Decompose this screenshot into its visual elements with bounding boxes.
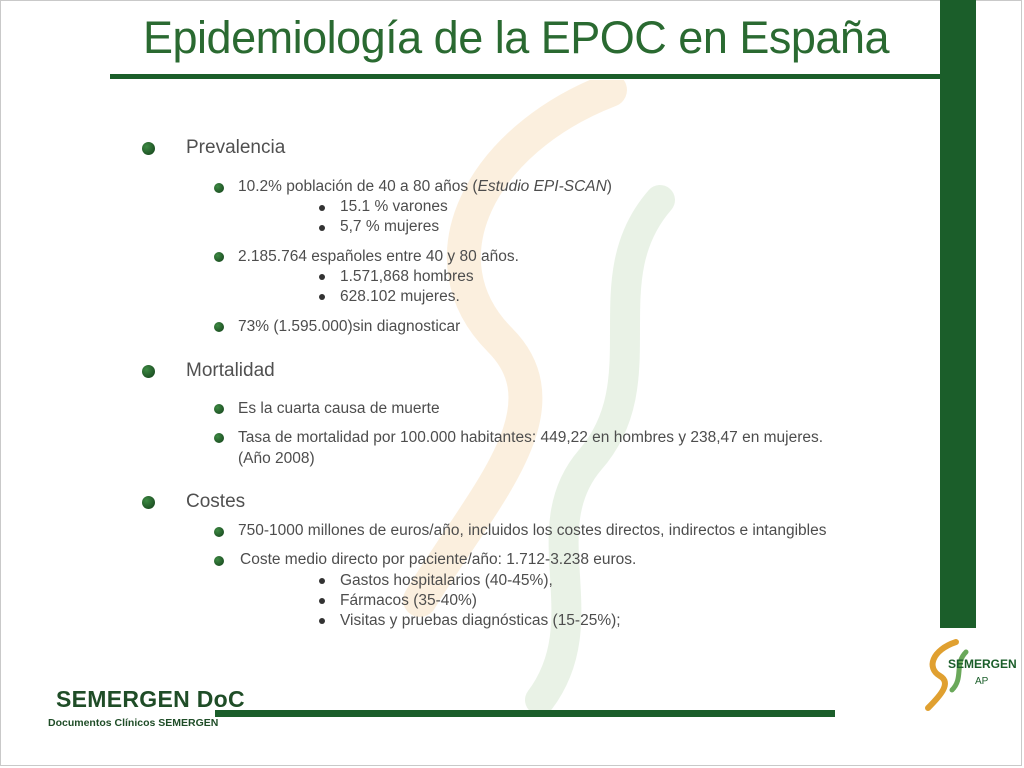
- footer-rule: [215, 710, 835, 717]
- costes-sub-farmacos: Fármacos (35-40%): [340, 592, 477, 609]
- prevalencia-item-2: 2.185.764 españoles entre 40 y 80 años.: [238, 248, 519, 265]
- bullet-icon: [214, 183, 224, 193]
- heading-costes: Costes: [186, 491, 246, 512]
- bullet-icon: [214, 433, 224, 443]
- prevalencia-sub-varones: 15.1 % varones: [340, 198, 448, 215]
- costes-sub-hospitalarios: Gastos hospitalarios (40-45%),: [340, 572, 553, 589]
- bullet-icon: [214, 404, 224, 414]
- sub-bullet-icon: [319, 294, 325, 300]
- bullet-icon: [214, 527, 224, 537]
- costes-item-1: 750-1000 millones de euros/año, incluidos los costes directos, indirectos e intangibles: [238, 522, 827, 539]
- mortalidad-item-2-line-2: (Año 2008): [238, 450, 315, 467]
- prevalencia-sub-mujeres-2: 628.102 mujeres.: [340, 288, 460, 305]
- heading-prevalencia: Prevalencia: [186, 137, 286, 158]
- bullet-icon: [214, 252, 224, 262]
- slide-title: Epidemiología de la EPOC en España: [143, 12, 889, 63]
- costes-item-2: Coste medio directo por paciente/año: 1.712-3.238 euros.: [240, 551, 637, 568]
- logo-main-text: SEMERGEN DoC: [56, 686, 245, 712]
- bullet-icon: [214, 322, 224, 332]
- logo-right-name: SEMERGEN: [948, 657, 1017, 671]
- prevalencia-item-3: 73% (1.595.000)sin diagnosticar: [238, 318, 461, 335]
- prevalencia-sub-mujeres: 5,7 % mujeres: [340, 218, 440, 235]
- mortalidad-item-1: Es la cuarta causa de muerte: [238, 400, 440, 417]
- sub-bullet-icon: [319, 205, 325, 211]
- prevalencia-item-1-text: 10.2% población de 40 a 80 años (: [238, 178, 478, 195]
- mortalidad-item-2-line-1: Tasa de mortalidad por 100.000 habitantes: 449,22 en hombres y 238,47 en mujeres.: [238, 429, 824, 446]
- prevalencia-sub-hombres: 1.571,868 hombres: [340, 268, 474, 285]
- bullet-icon: [142, 365, 155, 378]
- bullet-icon: [142, 496, 155, 509]
- prevalencia-item-1-close: ): [606, 178, 612, 195]
- heading-mortalidad: Mortalidad: [186, 360, 275, 381]
- sub-bullet-icon: [319, 598, 325, 604]
- logo-sub-text: Documentos Clínicos SEMERGEN: [48, 717, 219, 729]
- logo-right-ap: AP: [975, 676, 989, 687]
- right-green-bar: [940, 0, 976, 628]
- prevalencia-item-1-source: Estudio EPI-SCAN: [477, 178, 607, 195]
- prevalencia-item-1: [238, 178, 612, 196]
- sub-bullet-icon: [319, 618, 325, 624]
- costes-sub-visitas: Visitas y pruebas diagnósticas (15-25%);: [340, 612, 621, 629]
- sub-bullet-icon: [319, 225, 325, 231]
- bullet-icon: [142, 142, 155, 155]
- bullet-icon: [214, 556, 224, 566]
- sub-bullet-icon: [319, 274, 325, 280]
- title-underline: [110, 74, 976, 79]
- sub-bullet-icon: [319, 578, 325, 584]
